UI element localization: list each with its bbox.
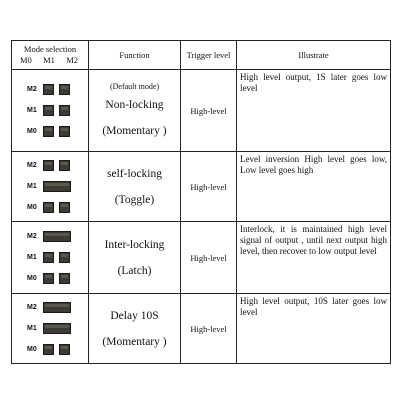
jumper-icon xyxy=(43,273,71,284)
table-row xyxy=(12,152,391,222)
function-note: (Default mode) xyxy=(109,82,160,91)
header-mode-selection xyxy=(12,41,89,70)
illustrate-cell: High level output, 1S later goes low level xyxy=(237,70,391,152)
header-row xyxy=(12,41,391,70)
trigger-cell: High-level xyxy=(181,152,237,222)
jumper-icon xyxy=(43,181,71,192)
jumper-label: M2 xyxy=(27,304,37,311)
header-mode-selection-label: Mode selection xyxy=(23,44,77,54)
illustrate-cell: Level inversion High level goes low, Low level goes high xyxy=(237,152,391,222)
mode-switches-cell xyxy=(12,222,89,294)
jumper-icon xyxy=(43,126,71,137)
jumper-icon xyxy=(43,160,71,171)
mode-switches-cell xyxy=(12,294,89,364)
jumper-label: M2 xyxy=(27,86,37,93)
jumper-label: M0 xyxy=(27,204,37,211)
header-function: Function xyxy=(89,41,181,70)
jumper-icon xyxy=(43,302,71,313)
jumper-icon xyxy=(43,231,71,242)
jumper-row xyxy=(27,302,88,314)
trigger-cell: High-level xyxy=(181,222,237,294)
header-jumper-labels xyxy=(12,55,88,66)
jumper-row xyxy=(27,202,88,214)
function-cell xyxy=(89,222,181,294)
jumper-icon xyxy=(43,105,71,116)
header-trigger-level: Trigger level xyxy=(181,41,237,70)
mode-switches-cell xyxy=(12,70,89,152)
table-row xyxy=(12,70,391,152)
jumper-icon xyxy=(43,344,71,355)
jumper-row xyxy=(27,84,88,96)
jumper-icon xyxy=(43,202,71,213)
jumper-label: M0 xyxy=(27,346,37,353)
function-cell xyxy=(89,152,181,222)
jumper-label: M2 xyxy=(27,233,37,240)
jumper-label: M1 xyxy=(27,325,37,332)
header-m2: M2 xyxy=(66,55,78,65)
jumper-icon xyxy=(43,252,71,263)
header-illustrate: Illustrate xyxy=(237,41,391,70)
jumper-row xyxy=(27,105,88,117)
function-alias: (Momentary ) xyxy=(102,335,167,348)
function-name: Inter-locking xyxy=(104,238,165,251)
jumper-row xyxy=(27,252,88,264)
jumper-icon xyxy=(43,323,71,334)
jumper-row xyxy=(27,181,88,193)
function-cell xyxy=(89,70,181,152)
jumper-row xyxy=(27,344,88,356)
jumper-switches xyxy=(12,302,88,356)
jumper-label: M1 xyxy=(27,183,37,190)
jumper-switches xyxy=(12,160,88,214)
function-alias: (Latch) xyxy=(117,264,152,277)
header-m0: M0 xyxy=(20,55,32,65)
jumper-label: M2 xyxy=(27,162,37,169)
jumper-row xyxy=(27,273,88,285)
trigger-cell: High-level xyxy=(181,294,237,364)
jumper-label: M1 xyxy=(27,107,37,114)
jumper-row xyxy=(27,231,88,243)
trigger-cell: High-level xyxy=(181,70,237,152)
function-alias: (Toggle) xyxy=(114,193,155,206)
table-row xyxy=(12,294,391,364)
jumper-switches xyxy=(12,84,88,138)
table-row xyxy=(12,222,391,294)
illustrate-cell: High level output, 10S later goes low level xyxy=(237,294,391,364)
jumper-row xyxy=(27,323,88,335)
illustrate-cell: Interlock, it is maintained high level signal of output , until next output high level, then recover to low output level xyxy=(237,222,391,294)
jumper-switches xyxy=(12,231,88,285)
jumper-icon xyxy=(43,84,71,95)
function-cell xyxy=(89,294,181,364)
jumper-label: M1 xyxy=(27,254,37,261)
header-m1: M1 xyxy=(43,55,55,65)
mode-table xyxy=(11,40,391,364)
function-name: self-locking xyxy=(107,167,162,180)
jumper-label: M0 xyxy=(27,128,37,135)
function-name: Non-locking xyxy=(105,99,164,111)
function-alias: (Momentary ) xyxy=(102,125,167,137)
mode-switches-cell xyxy=(12,152,89,222)
jumper-row xyxy=(27,126,88,138)
jumper-label: M0 xyxy=(27,275,37,282)
function-name: Delay 10S xyxy=(110,309,159,322)
jumper-row xyxy=(27,160,88,172)
